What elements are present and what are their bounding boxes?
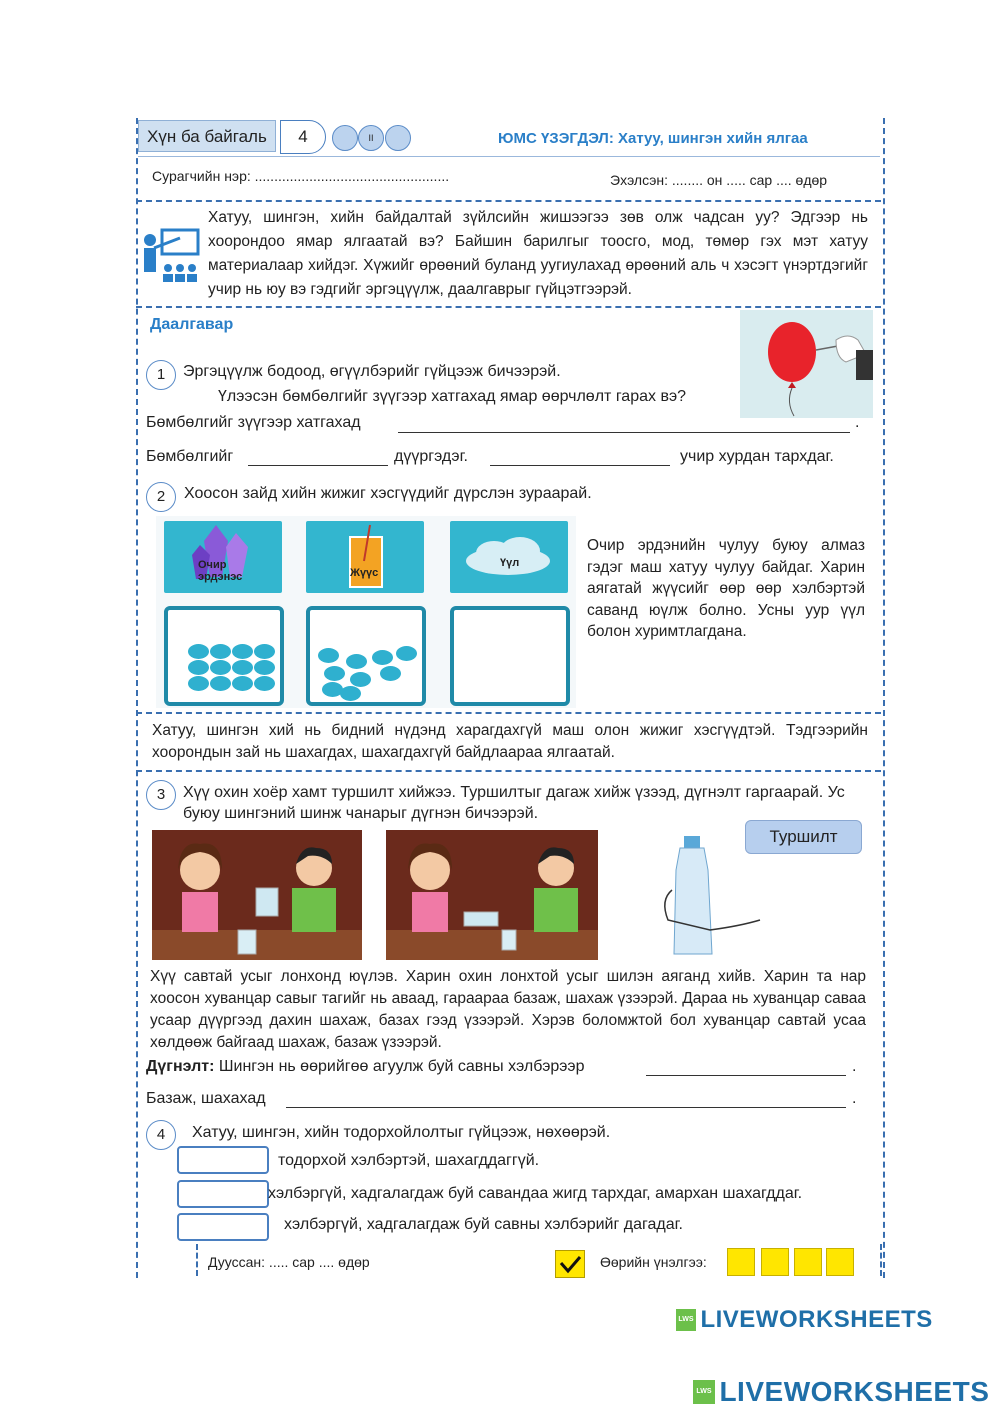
cloud-card — [450, 521, 568, 593]
task1-number: 1 — [146, 360, 176, 390]
smiley-icon-1[interactable] — [727, 1248, 755, 1276]
task4-row-2: хэлбэргүй, хадгалагдаж буй савандаа жигд тархдаг, амархан шахагддаг. — [268, 1185, 803, 1202]
task1-answer2-line[interactable] — [248, 465, 388, 466]
juice-label: Жүүс — [350, 567, 379, 579]
task1-answer3-line[interactable] — [490, 465, 670, 466]
task1-fill1-label: Бөмбөлгийг зүүгээр хатгахад — [146, 414, 361, 431]
checkmark-icon — [555, 1250, 585, 1278]
teacher-icon — [140, 226, 202, 286]
finished-date[interactable]: Дууссан: ..... сар .... өдөр — [208, 1254, 370, 1270]
task4-answer-box-3[interactable] — [177, 1213, 269, 1241]
task3-number: 3 — [146, 780, 176, 810]
squeeze-answer-line[interactable] — [286, 1107, 846, 1108]
brand-logo-1 — [676, 1306, 933, 1334]
next-circle-icon — [385, 125, 411, 151]
task2-prompt: Хоосон зайд хийн жижиг хэсгүүдийг дүрслэн зураарай. — [184, 485, 592, 502]
smiley-icon-2[interactable] — [761, 1248, 789, 1276]
task4-answer-box-1[interactable] — [177, 1146, 269, 1174]
task4-number: 4 — [146, 1120, 176, 1150]
solid-particles-box — [164, 606, 284, 706]
balloon-needle-image — [740, 310, 873, 418]
page-title: ЮМС ҮЗЭГДЭЛ: Хатуу, шингэн хийн ялгаа — [498, 130, 808, 147]
info-band-text: Хатуу, шингэн хий нь бидний нүдэнд харагдахгүй маш олон жижиг хэсгүүдтэй. Тэдгээрийн хоорондын зай нь шахагдах, шахагдахгүй байдлаараа ялгаатай. — [152, 722, 868, 761]
brand-mark-icon: LWS — [676, 1309, 696, 1331]
smiley-icon-4[interactable] — [826, 1248, 854, 1276]
juice-card — [306, 521, 424, 593]
start-date-field[interactable]: Эхэлсэн: ........ он ..... сар .... өдөр — [610, 172, 828, 188]
task1-fill2-c: учир хурдан тархдаг. — [680, 448, 834, 465]
brand-name-2: LIVEWORKSHEETS — [719, 1376, 990, 1407]
task1-fill2-a: Бөмбөлгийг — [146, 448, 234, 465]
task4-answer-box-2[interactable] — [177, 1180, 269, 1208]
header-divider — [138, 156, 880, 157]
conclusion-line — [146, 1058, 585, 1076]
gas-drawing-box[interactable] — [450, 606, 570, 706]
task2-side-text: Очир эрдэнийн чулуу буюу алмаз гэдэг маш хатуу чулуу байдаг. Харин аягатай жүүсийг өөр өөр хэлбэртэй саванд юүлж болно. Усны уур үүл болон хуримтлагдана. — [587, 537, 865, 640]
task1-question: Үлээсэн бөмбөлгийг зүүгээр хатгахад ямар өөрчлөлт гарах вэ? — [218, 388, 686, 405]
task1-fill2-b: дүүргэдэг. — [394, 448, 468, 465]
liquid-particles-box — [306, 606, 426, 706]
brand-name-1: LIVEWORKSHEETS — [700, 1306, 933, 1333]
tasks-heading: Даалгавар — [150, 316, 234, 333]
squeeze-label: Базаж, шахахад — [146, 1090, 266, 1107]
intro-text: Хатуу, шингэн, хийн байдалтай зүйлсийн жишээгээ зөв олж чадсан уу? Эдгээр нь хоорондоо ямар ялгаатай вэ? Байшин барилгыг тоосго, мод, төмөр гэх мэт хатуу материалаар хийдэг. Хүжийг өрөөний буланд уугиулахад өрөөний аль ч хэсэгт үнэртдэгийг учир нь юу вэ гэдгийг эргэцүүлж, даалгаврыг гүйцэтгээрэй. — [208, 209, 868, 298]
conclusion-end: . — [852, 1058, 857, 1075]
squeeze-end: . — [852, 1090, 857, 1107]
task3-paragraph: Хүү савтай усыг лонхонд юүлэв. Харин охин лонхтой усыг шилэн аяганд хийв. Харин та нар хоосон хуванцар савыг тагийг нь аваад, гараараа базаж, шахаж үзээрэй. Дараа нь хуванцар саваа усаар дүүргээд дахин шахаж, базах гээд үзээрэй. Хэрэв боломжтой бол хуванцар савтай усаа хөлдөөж байгаад шахаж, базаж үзээрэй. — [150, 968, 866, 1051]
grade-number: 4 — [280, 120, 326, 154]
task4-row-1: тодорхой хэлбэртэй, шахагддаггүй. — [278, 1152, 540, 1169]
task1-instruction: Эргэцүүлж бодоод, өгүүлбэрийг гүйцээж бичээрэй. — [183, 363, 561, 380]
student-name-field[interactable]: Сурагчийн нэр: .................................................. — [152, 168, 450, 184]
kids-pouring-image-2 — [386, 830, 598, 960]
pager-mid-icon: II — [358, 125, 384, 151]
cloud-label: Үүл — [500, 557, 520, 569]
subject-label: Хүн ба байгаль — [138, 120, 276, 152]
diamond-label: Очир эрдэнэс — [198, 559, 243, 583]
task1-fill1-end: . — [855, 414, 860, 431]
task4-row-3: хэлбэргүй, хадгалагдаж буй савны хэлбэрийг дагадаг. — [284, 1216, 683, 1233]
experiment-button[interactable]: Туршилт — [745, 820, 862, 854]
conclusion-answer-line[interactable] — [646, 1075, 846, 1076]
kids-pouring-image-1 — [152, 830, 362, 960]
prev-circle-icon — [332, 125, 358, 151]
bottle-in-hand-image — [650, 830, 770, 960]
conclusion-text: Шингэн нь өөрийгөө агуулж буй савны хэлбэрээр — [218, 1058, 585, 1075]
smiley-icon-3[interactable] — [794, 1248, 822, 1276]
task1-answer1-line[interactable] — [398, 432, 850, 433]
task2-number: 2 — [146, 482, 176, 512]
task3-prompt: Хүү охин хоёр хамт туршилт хийжээ. Туршилтыг дагаж хийж үзээд, дүгнэлт гаргаарай. Ус буюу шингэний шинж чанарыг дүгнэн бичээрэй. — [183, 784, 845, 822]
juice-glass-icon — [306, 521, 424, 593]
brand-logo-2 — [693, 1376, 989, 1408]
task4-prompt: Хатуу, шингэн, хийн тодорхойлолтыг гүйцээж, нөхөөрэй. — [192, 1124, 611, 1141]
brand-mark-icon: LWS — [693, 1380, 715, 1404]
self-eval-label: Өөрийн үнэлгээ: — [600, 1254, 707, 1270]
diamond-card — [164, 521, 282, 593]
conclusion-label: Дүгнэлт: — [146, 1058, 215, 1075]
